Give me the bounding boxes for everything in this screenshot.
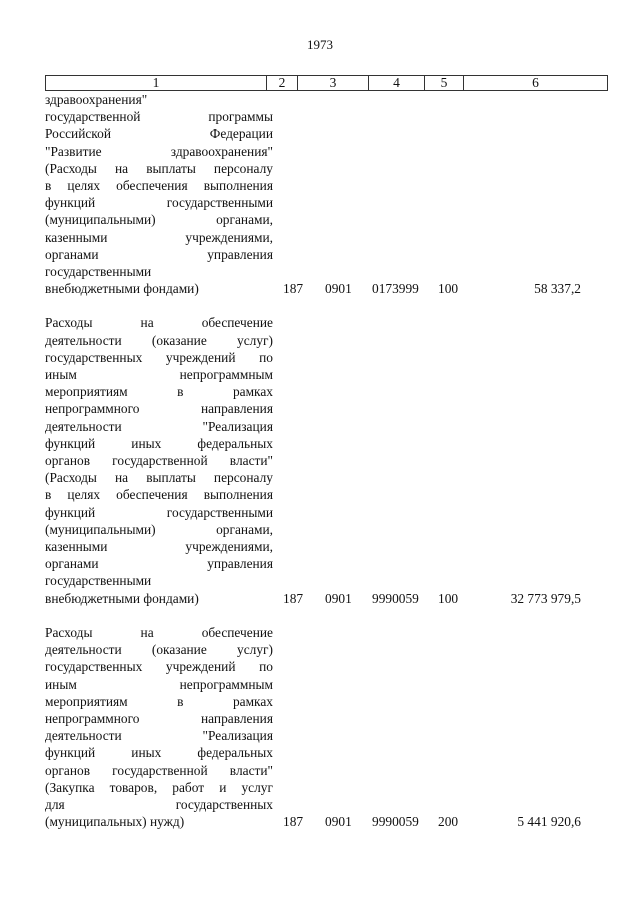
row-values (45, 280, 608, 297)
row-description (45, 91, 273, 297)
description-line: казенными учреждениями, (45, 539, 273, 555)
description-line: функций иных федеральных (45, 745, 273, 761)
description-line: государственных учреждений по (45, 659, 273, 675)
description-line: непрограммного направления (45, 401, 273, 417)
description-line: деятельности (оказание услуг) (45, 642, 273, 658)
cell-col-3: 0901 (325, 281, 352, 297)
description-line: (муниципальных) нужд) (45, 814, 185, 830)
cell-col-2: 187 (283, 590, 304, 606)
description-line: в целях обеспечения выполнения (45, 178, 273, 194)
cell-col-3: 0901 (325, 814, 352, 830)
description-line: (Закупка товаров, работ и услуг (45, 779, 273, 795)
header-col-3: 3 (298, 76, 369, 90)
description-line: иным непрограммным (45, 367, 273, 383)
description-line: деятельности "Реализация (45, 418, 273, 434)
description-line: Расходы на обеспечение (45, 624, 273, 640)
description-line: (муниципальными) органами, (45, 521, 273, 537)
description-line: "Развитие здравоохранения" (45, 143, 273, 159)
description-line: деятельности "Реализация (45, 728, 273, 744)
header-col-2: 2 (267, 76, 298, 90)
description-line: деятельности (оказание услуг) (45, 332, 273, 348)
description-line: Расходы на обеспечение (45, 315, 273, 331)
description-line: внебюджетными фондами) (45, 281, 199, 297)
cell-col-2: 187 (283, 281, 304, 297)
description-line: иным непрограммным (45, 676, 273, 692)
cell-col-2: 187 (283, 814, 304, 830)
header-col-6: 6 (532, 75, 539, 90)
description-line: казенными учреждениями, (45, 229, 273, 245)
cell-col-4: 9990059 (372, 590, 419, 606)
description-line: для государственных (45, 796, 273, 812)
cell-col-6-amount: 58 337,2 (534, 281, 581, 297)
description-line: органов государственной власти" (45, 453, 273, 469)
description-line: органами управления (45, 246, 273, 262)
cell-col-6-amount: 5 441 920,6 (517, 814, 581, 830)
description-line: внебюджетными фондами) (45, 590, 199, 606)
table-body (45, 91, 608, 830)
description-line: (Расходы на выплаты персоналу (45, 470, 273, 486)
cell-col-4: 9990059 (372, 814, 419, 830)
table-row (45, 624, 608, 830)
cell-col-6-amount: 32 773 979,5 (510, 590, 581, 606)
description-line: государственной программы (45, 109, 273, 125)
row-values (45, 590, 608, 607)
table-row (45, 91, 608, 297)
description-line: Российской Федерации (45, 126, 273, 142)
description-line: государственными (45, 264, 152, 280)
description-line: государственными (45, 573, 152, 589)
description-line: функций иных федеральных (45, 435, 273, 451)
page-number: 1973 (307, 37, 333, 52)
description-line: функций государственными (45, 195, 273, 211)
header-col-5: 5 (425, 76, 464, 90)
table-row (45, 314, 608, 606)
cell-col-3: 0901 (325, 590, 352, 606)
description-line: мероприятиям в рамках (45, 384, 273, 400)
row-description (45, 314, 273, 606)
cell-col-5: 100 (438, 590, 459, 606)
description-line: функций государственными (45, 504, 273, 520)
cell-col-5: 100 (438, 281, 459, 297)
row-description (45, 624, 273, 830)
description-line: органов государственной власти" (45, 762, 273, 778)
description-line: здравоохранения" (45, 92, 148, 107)
cell-col-5: 200 (438, 814, 459, 830)
description-line: государственных учреждений по (45, 349, 273, 365)
description-line: (Расходы на выплаты персоналу (45, 160, 273, 176)
table-header-row (45, 75, 608, 91)
cell-col-4: 0173999 (372, 281, 419, 297)
description-line: непрограммного направления (45, 710, 273, 726)
header-col-4: 4 (369, 76, 425, 90)
row-values (45, 813, 608, 830)
description-line: в целях обеспечения выполнения (45, 487, 273, 503)
description-line: (муниципальными) органами, (45, 212, 273, 228)
description-line: мероприятиям в рамках (45, 693, 273, 709)
header-col-1: 1 (46, 76, 267, 90)
description-line: органами управления (45, 556, 273, 572)
